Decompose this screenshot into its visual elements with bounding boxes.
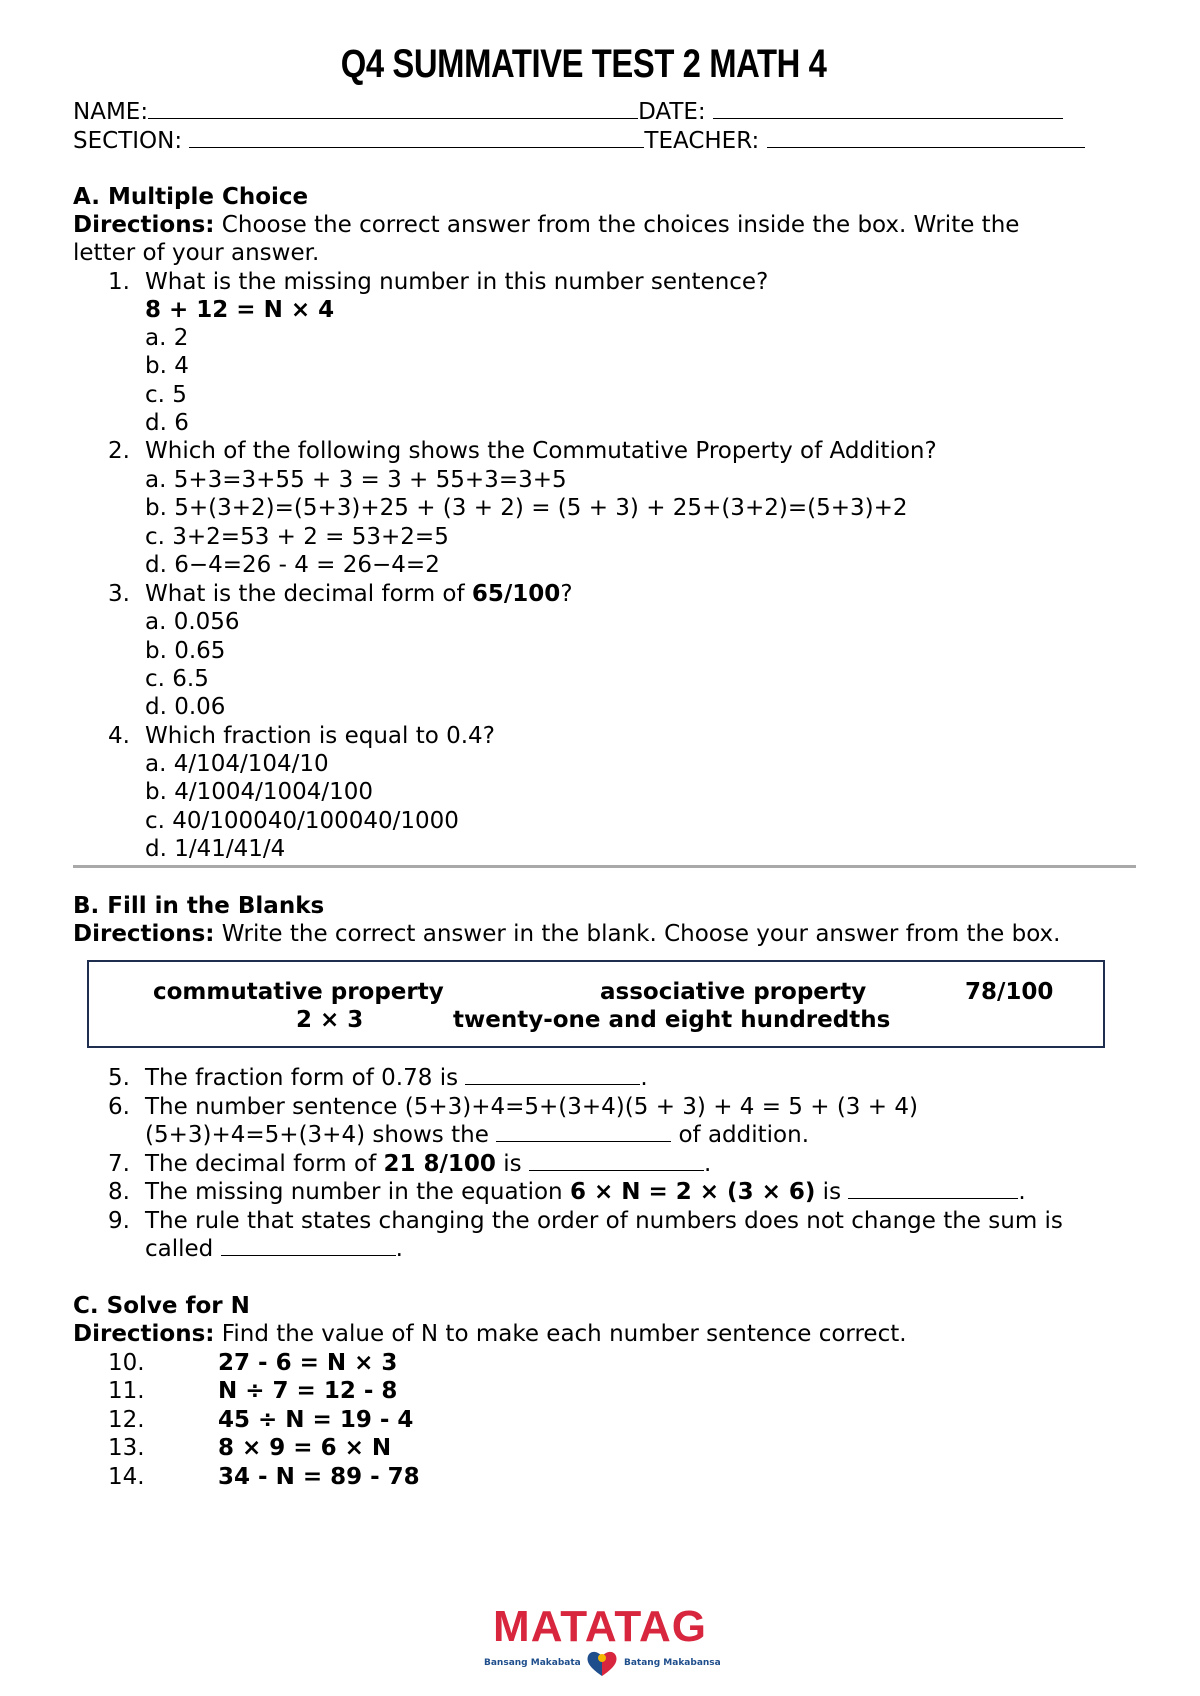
choice: c. 3+2=53 + 2 = 53+2=5: [145, 524, 449, 550]
box-item: twenty-one and eight hundredths: [453, 1007, 891, 1033]
solve-item: [108, 1349, 397, 1377]
choice: b. 4: [145, 353, 189, 379]
section-divider: [73, 865, 1136, 868]
section-b-heading: B. Fill in the Blanks: [73, 893, 325, 919]
answer-blank[interactable]: [465, 1064, 640, 1085]
section-b-directions: [73, 920, 1060, 948]
question-4: [108, 722, 495, 750]
answer-blank[interactable]: [221, 1235, 396, 1256]
question-fraction: 65/100: [471, 581, 561, 607]
item-equation: 8 × 9 = 6 × N: [218, 1435, 392, 1461]
directions-text: Choose the correct answer from the choices inside the box. Write the: [214, 212, 1020, 238]
question-number: 1.: [108, 269, 130, 295]
solve-item: [108, 1463, 420, 1491]
box-item: 2 × 3: [296, 1007, 364, 1033]
section-a-directions: [73, 211, 1019, 239]
question-number: 3.: [108, 581, 130, 607]
question-text: is: [495, 1151, 529, 1177]
date-label: DATE:: [638, 99, 706, 125]
heart-hands-icon: [584, 1648, 620, 1678]
item-number: 12.: [108, 1407, 145, 1433]
question-text: (5+3)+4=5+(3+4) shows the: [145, 1122, 497, 1148]
directions-text: Write the correct answer in the blank. Choose your answer from the box.: [214, 921, 1061, 947]
question-number: 7.: [108, 1151, 130, 1177]
choice: b. 0.65: [145, 638, 226, 664]
item-number: 13.: [108, 1435, 145, 1461]
question-text-end: .: [395, 1236, 403, 1262]
item-number: 11.: [108, 1378, 145, 1404]
question-1: [108, 268, 768, 296]
matatag-logo: [472, 1602, 752, 1682]
answer-blank[interactable]: [529, 1150, 704, 1171]
question-6: [108, 1093, 918, 1121]
question-number: 2.: [108, 438, 130, 464]
section-field: [73, 127, 1085, 155]
question-2: [108, 437, 937, 465]
choice: b. 5+(3+2)=(5+3)+25 + (3 + 2) = (5 + 3) + 25+(3+2)=(5+3)+2: [145, 495, 908, 521]
question-5: [108, 1064, 648, 1092]
question-text-end: .: [703, 1151, 712, 1177]
choice: d. 6: [145, 410, 189, 436]
question-8: [108, 1178, 1026, 1206]
choice: c. 40/100040/100040/1000: [145, 808, 459, 834]
answer-blank[interactable]: [848, 1178, 1018, 1199]
question-text: called: [145, 1236, 221, 1262]
section-c-heading: C. Solve for N: [73, 1293, 250, 1319]
question-text-end: .: [640, 1065, 648, 1091]
question-6-cont: [145, 1121, 809, 1149]
choice: d. 6−4=26 - 4 = 26−4=2: [145, 552, 440, 578]
choice: a. 0.056: [145, 609, 240, 635]
directions-label: Directions:: [73, 212, 215, 238]
box-item: 78/100: [965, 979, 1054, 1005]
directions-text: Find the value of N to make each number sentence correct.: [214, 1321, 907, 1347]
choice: c. 5: [145, 382, 187, 408]
logo-wordmark: MATATAG: [493, 1602, 707, 1651]
solve-item: [108, 1377, 397, 1405]
question-text: is: [815, 1179, 849, 1205]
logo-tagline-left: Bansang Makabata: [484, 1658, 581, 1668]
question-text-end: ?: [560, 581, 573, 607]
question-equation: 6 × N = 2 × (3 × 6): [569, 1179, 816, 1205]
name-label: NAME:: [73, 99, 149, 125]
question-number-value: 21 8/100: [383, 1151, 496, 1177]
choice: d. 0.06: [145, 694, 226, 720]
question-1-equation: 8 + 12 = N × 4: [145, 297, 335, 323]
date-blank[interactable]: [713, 98, 1063, 119]
section-a-directions-cont: letter of your answer.: [73, 240, 320, 266]
directions-label: Directions:: [73, 1321, 215, 1347]
name-field: [73, 98, 1063, 126]
section-c-directions: [73, 1320, 907, 1348]
question-9-cont: [145, 1235, 403, 1263]
choice: a. 2: [145, 325, 189, 351]
directions-label: Directions:: [73, 921, 215, 947]
choice: c. 6.5: [145, 666, 209, 692]
section-label: SECTION:: [73, 128, 183, 154]
box-item: associative property: [600, 979, 867, 1005]
section-blank[interactable]: [189, 127, 644, 148]
question-text-end: .: [1018, 1179, 1026, 1205]
question-text: The rule that states changing the order of numbers does not change the sum is: [145, 1208, 1063, 1234]
question-text: The number sentence (5+3)+4=5+(3+4)(5 + 3) + 4 = 5 + (3 + 4): [145, 1094, 918, 1120]
page-title: Q4 SUMMATIVE TEST 2 MATH 4: [340, 42, 827, 86]
teacher-blank[interactable]: [767, 127, 1085, 148]
question-number: 9.: [108, 1208, 130, 1234]
question-text-end: of addition.: [671, 1122, 809, 1148]
answer-choices-box: [87, 960, 1105, 1048]
item-number: 14.: [108, 1464, 145, 1490]
question-text: Which of the following shows the Commutative Property of Addition?: [145, 438, 937, 464]
box-item: commutative property: [153, 979, 444, 1005]
answer-blank[interactable]: [496, 1121, 671, 1142]
solve-item: [108, 1434, 391, 1462]
section-a-heading: A. Multiple Choice: [73, 184, 309, 210]
item-equation: 27 - 6 = N × 3: [218, 1350, 398, 1376]
name-blank[interactable]: [148, 98, 638, 119]
logo-tagline-right: Batang Makabansa: [624, 1658, 721, 1668]
item-equation: N ÷ 7 = 12 - 8: [218, 1378, 398, 1404]
item-number: 10.: [108, 1350, 145, 1376]
question-text: The missing number in the equation: [145, 1179, 570, 1205]
choice: b. 4/1004/1004/100: [145, 779, 374, 805]
choice: a. 4/104/104/10: [145, 751, 329, 777]
choice: d. 1/41/41/4: [145, 836, 286, 862]
question-number: 6.: [108, 1094, 130, 1120]
question-number: 4.: [108, 723, 130, 749]
question-number: 5.: [108, 1065, 130, 1091]
question-text: Which fraction is equal to 0.4?: [145, 723, 495, 749]
question-9: [108, 1207, 1063, 1235]
question-text: The decimal form of: [145, 1151, 384, 1177]
question-7: [108, 1150, 711, 1178]
item-equation: 45 ÷ N = 19 - 4: [218, 1407, 414, 1433]
solve-item: [108, 1406, 413, 1434]
question-text: The fraction form of 0.78 is: [145, 1065, 466, 1091]
question-text: What is the missing number in this number sentence?: [145, 269, 769, 295]
question-text: What is the decimal form of: [145, 581, 472, 607]
item-equation: 34 - N = 89 - 78: [218, 1464, 420, 1490]
question-3: [108, 580, 573, 608]
teacher-label: TEACHER:: [644, 128, 760, 154]
choice: a. 5+3=3+55 + 3 = 3 + 55+3=3+5: [145, 467, 567, 493]
question-number: 8.: [108, 1179, 130, 1205]
